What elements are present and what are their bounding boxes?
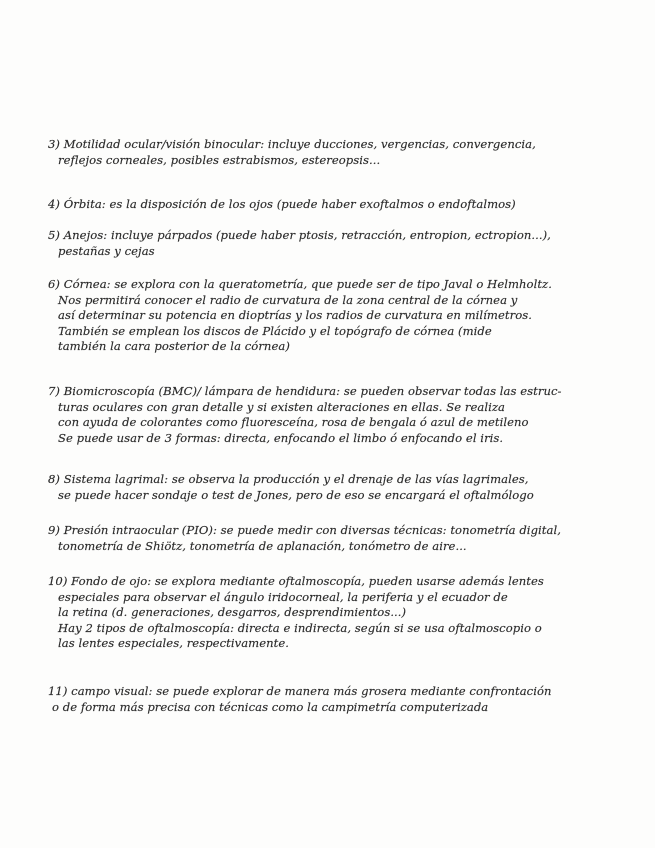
note-line: también la cara posterior de la córnea) <box>58 339 290 353</box>
note-line: con ayuda de colorantes como fluoresceína, rosa de bengala ó azul de metileno <box>58 415 529 429</box>
note-line: Hay 2 tipos de oftalmoscopía: directa e indirecta, según si se usa oftalmoscopio o <box>58 620 542 635</box>
note-line: 9) Presión intraocular (PIO): se puede medir con diversas técnicas: tonometría digital, <box>48 523 561 537</box>
note-line: 10) Fondo de ojo: se explora mediante oftalmoscopía, pueden usarse además lentes <box>48 574 544 588</box>
note-item-10 <box>48 574 618 652</box>
note-line: o de forma más precisa con técnicas como la campimetría computerizada <box>52 699 489 714</box>
note-line: la retina (d. generaciones, desgarros, desprendimientos...) <box>58 605 407 619</box>
note-line: Se puede usar de 3 formas: directa, enfocando el limbo ó enfocando el iris. <box>58 430 504 445</box>
note-item-11 <box>48 684 618 715</box>
note-line: así determinar su potencia en dioptrías y los radios de curvatura en milímetros. <box>58 308 532 322</box>
note-line: turas oculares con gran detalle y si existen alteraciones en ellas. Se realiza <box>58 399 505 414</box>
note-line: Nos permitirá conocer el radio de curvatura de la zona central de la córnea y <box>58 292 518 307</box>
note-line: 11) campo visual: se puede explorar de manera más grosera mediante confrontación <box>48 684 552 698</box>
note-line: tonometría de Shiötz, tonometría de aplanación, tonómetro de aire... <box>58 538 467 553</box>
note-line: 3) Motilidad ocular/visión binocular: incluye ducciones, vergencias, convergencia, <box>48 137 536 151</box>
note-line: 7) Biomicroscopía (BMC)/ lámpara de hendidura: se pueden observar todas las estruc- <box>48 384 562 398</box>
note-item-6 <box>48 277 618 355</box>
note-line: pestañas y cejas <box>58 243 155 258</box>
note-line: reflejos corneales, posibles estrabismos, estereopsis... <box>58 152 381 167</box>
note-item-3 <box>48 137 618 168</box>
note-item-7 <box>48 384 618 446</box>
note-item-4 <box>48 197 618 213</box>
note-line: 5) Anejos: incluye párpados (puede haber ptosis, retracción, entropion, ectropion...), <box>48 228 551 242</box>
note-line: 4) Órbita: es la disposición de los ojos (puede haber exoftalmos o endoftalmos) <box>48 197 516 211</box>
note-line: se puede hacer sondaje o test de Jones, pero de eso se encargará el oftalmólogo <box>58 487 534 502</box>
note-item-5 <box>48 228 618 259</box>
note-line: las lentes especiales, respectivamente. <box>58 636 289 650</box>
note-line: También se emplean los discos de Plácido y el topógrafo de córnea (mide <box>58 323 492 338</box>
note-line: 8) Sistema lagrimal: se observa la producción y el drenaje de las vías lagrimales, <box>48 472 529 486</box>
note-item-8 <box>48 472 618 503</box>
note-line: 6) Córnea: se explora con la queratometría, que puede ser de tipo Javal o Helmholtz. <box>48 277 552 291</box>
note-line: especiales para observar el ángulo iridocorneal, la periferia y el ecuador de <box>58 589 508 604</box>
note-item-9 <box>48 523 618 554</box>
